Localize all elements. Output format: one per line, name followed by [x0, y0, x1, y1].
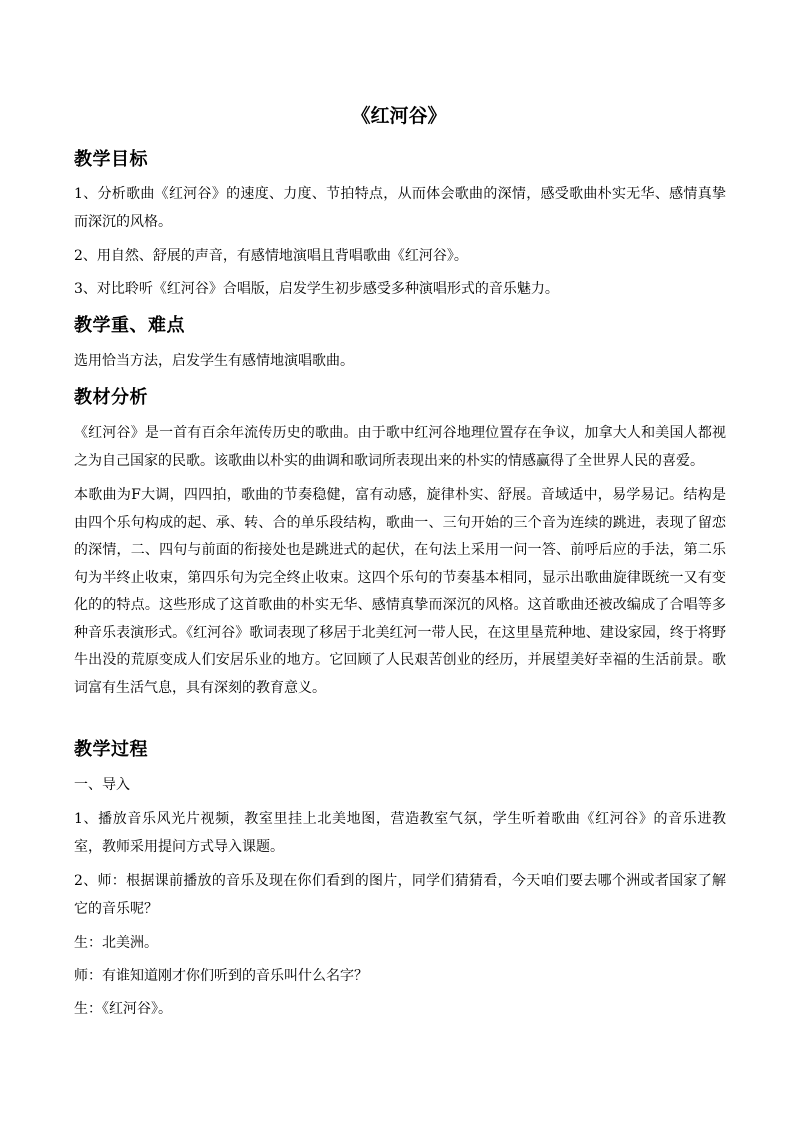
process-line-2: 2、师：根据课前播放的音乐及现在你们看到的图片，同学们猜猜看，今天咱们要去哪个洲或者国家了解它的音乐呢？	[74, 873, 726, 917]
analysis-paragraph-1: 《红河谷》是一首有百余年流传历史的歌曲。由于歌中红河谷地理位置存在争议，加拿大人和美国人都视之为自己国家的民歌。该歌曲以朴实的曲调和歌词所表现出来的朴实的情感赢得了全世界人民的喜爱。	[74, 425, 726, 469]
key-points-heading: 教学重、难点	[74, 315, 185, 336]
process-line-intro: 一、导入	[74, 777, 130, 793]
process-line-1: 1、播放音乐风光片视频，教室里挂上北美地图，营造教室气氛，学生听着歌曲《红河谷》的音乐进教室，教师采用提问方式导入课题。	[74, 811, 726, 855]
objectives-heading: 教学目标	[74, 149, 148, 170]
process-line-teacher: 师：有谁知道刚才你们听到的音乐叫什么名字？	[74, 968, 368, 984]
objective-item-1: 1、分析歌曲《红河谷》的速度、力度、节拍特点，从而体会歌曲的深情，感受歌曲朴实无华、感情真挚而深沉的风格。	[74, 186, 726, 230]
analysis-paragraph-2: 本歌曲为F大调，四四拍，歌曲的节奏稳健，富有动感，旋律朴实、舒展。音域适中，易学易记。结构是由四个乐句构成的起、承、转、合的单乐段结构，歌曲一、三句开始的三个音为连续的跳进，表现了留恋的深情，二、四句与前面的衔接处也是跳进式的起伏，在句法上采用一问一答、前呼后应的手法，第二乐句为半终止收束，第四乐句为完全终止收束。这四个乐句的节奏基本相同，显示出歌曲旋律既统一又有变化的的特点。这些形成了这首歌曲的朴实无华、感情真挚而深沉的风格。这首歌曲还被改编成了合唱等多种音乐表演形式。《红河谷》歌词表现了移居于北美红河一带人民，在这里垦荒种地、建设家园，终于将野牛出没的荒原变成人们安居乐业的地方。它回顾了人民艰苦创业的经历，并展望美好幸福的生活前景。歌词富有生活气息，具有深刻的教育意义。	[74, 487, 726, 696]
objective-item-2: 2、用自然、舒展的声音，有感情地演唱且背唱歌曲《红河谷》。	[74, 248, 468, 264]
process-line-student-2: 生：《红河谷》。	[74, 1001, 172, 1017]
analysis-heading: 教材分析	[74, 387, 148, 408]
process-line-student-1: 生：北美洲。	[74, 935, 158, 951]
document-title: 《红河谷》	[351, 105, 447, 127]
process-heading: 教学过程	[74, 739, 148, 760]
objective-item-3: 3、对比聆听《红河谷》合唱版，启发学生初步感受多种演唱形式的音乐魅力。	[74, 281, 559, 297]
key-points-text: 选用恰当方法，启发学生有感情地演唱歌曲。	[74, 353, 354, 369]
